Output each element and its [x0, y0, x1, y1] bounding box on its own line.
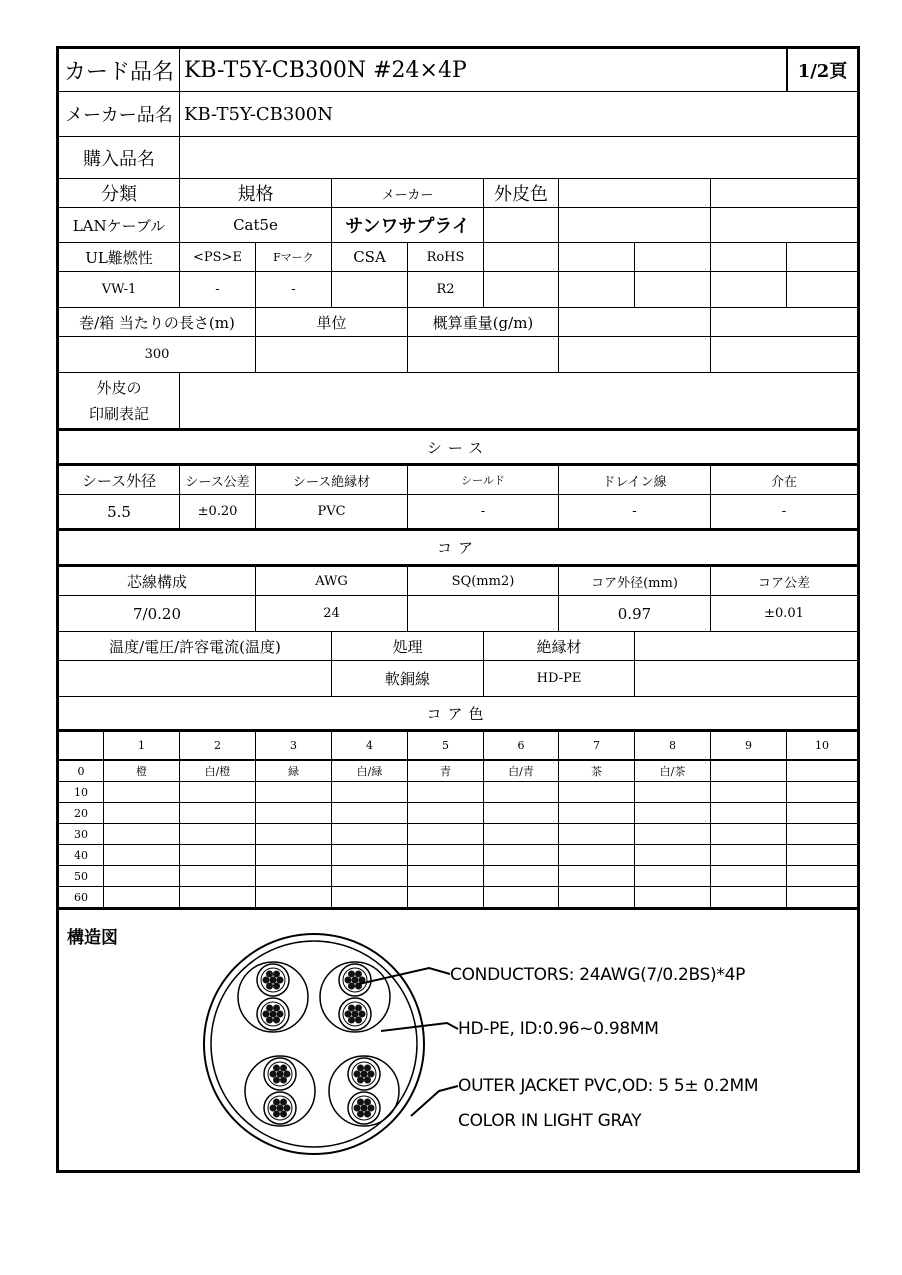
- core-tol-header: コア公差: [757, 575, 810, 591]
- standard-value: Cat5e: [180, 208, 332, 242]
- rohs-header: RoHS: [408, 243, 484, 271]
- grid-color-cell: 茶: [559, 761, 635, 781]
- shield-header: シールド: [408, 466, 559, 494]
- blank-cell: [711, 208, 857, 242]
- awg-value: 24: [256, 596, 408, 631]
- blank-cell: [559, 308, 711, 336]
- leader-line-insulation: [381, 1023, 458, 1031]
- callout-conductors: CONDUCTORS: 24AWG(7/0.2BS)*4P: [450, 965, 746, 985]
- sheath-title: シース: [59, 431, 857, 466]
- conductor-strand: [277, 977, 284, 984]
- card-value: KB-T5Y-CB300N #24×4P: [180, 49, 787, 91]
- grid-color-cell: [256, 803, 332, 823]
- structure-diagram: [59, 911, 857, 1170]
- drain-value: -: [559, 495, 711, 528]
- leader-line-jacket: [411, 1086, 458, 1116]
- core-tol-value: ±0.01: [764, 606, 804, 621]
- sheath-ins-value: PVC: [256, 495, 408, 528]
- core-ins-header: 絶縁材: [484, 632, 635, 660]
- grid-color-cell: [559, 803, 635, 823]
- grid-color-cell: 白/橙: [180, 761, 256, 781]
- grid-color-cell: [484, 824, 559, 844]
- conductor-strand: [355, 1004, 362, 1011]
- grid-corner-cell: [59, 732, 104, 759]
- callout-insulation: HD-PE, ID:0.96~0.98MM: [458, 1019, 659, 1039]
- purchase-label: 購入品名: [59, 137, 180, 178]
- sq-value: [408, 596, 559, 631]
- filler-value: -: [781, 504, 787, 519]
- jacket-color-header: 外皮色: [484, 179, 559, 207]
- grid-color-cell: [408, 824, 484, 844]
- grid-color-cell: [559, 866, 635, 886]
- conductor-strand: [361, 1105, 368, 1112]
- conductor-strand: [263, 977, 270, 984]
- conductor-strand: [368, 1105, 375, 1112]
- conductor-strand: [357, 1077, 364, 1084]
- grid-color-cell: [711, 782, 787, 802]
- grid-color-cell: [484, 845, 559, 865]
- conductor-strand: [270, 977, 277, 984]
- grid-column-header: 7: [559, 732, 635, 759]
- conductor-strand: [273, 983, 280, 990]
- grid-color-cell: [635, 824, 711, 844]
- conductor-strand: [263, 1011, 270, 1018]
- maker-label: メーカー品名: [59, 92, 180, 136]
- blank-cell: [559, 243, 635, 271]
- core-ins-value: HD-PE: [484, 661, 635, 696]
- color-grid-row: [59, 866, 857, 887]
- color-grid-header-row: [59, 732, 857, 761]
- grid-color-cell: [711, 845, 787, 865]
- card-label: カード品名: [59, 49, 180, 91]
- color-grid-row: [59, 845, 857, 866]
- blank-cell: [635, 661, 857, 696]
- grid-color-cell: 青: [408, 761, 484, 781]
- conductor-strand: [364, 1098, 371, 1105]
- grid-color-cell: [635, 866, 711, 886]
- grid-color-cell: [559, 887, 635, 907]
- grid-color-cell: 白/緑: [332, 761, 408, 781]
- grid-color-cell: [104, 803, 180, 823]
- class-value-row: [59, 208, 857, 243]
- grid-color-cell: [256, 782, 332, 802]
- conductor-strand: [345, 1011, 352, 1018]
- conductor-strand: [266, 1017, 273, 1024]
- ps-value: -: [180, 272, 256, 307]
- callout-color: COLOR IN LIGHT GRAY: [458, 1111, 642, 1131]
- filler-header: 介在: [770, 474, 797, 490]
- grid-color-cell: [256, 845, 332, 865]
- blank-cell: [711, 337, 857, 372]
- grid-color-cell: [408, 887, 484, 907]
- awg-header: AWG: [256, 567, 408, 595]
- conductor-strand: [352, 1011, 359, 1018]
- grid-color-cell: [180, 845, 256, 865]
- conductor-strand: [270, 1071, 277, 1078]
- grid-color-cell: [104, 887, 180, 907]
- grid-color-cell: [787, 782, 857, 802]
- conductor-strand: [364, 1077, 371, 1084]
- temp-value: [59, 661, 332, 696]
- grid-column-header: 4: [332, 732, 408, 759]
- ps-header: <PS>E: [180, 243, 256, 271]
- sheath-value-row: [59, 495, 857, 531]
- treatment-value: 軟銅線: [332, 661, 484, 696]
- conductor-strand: [284, 1105, 291, 1112]
- grid-row-label: 40: [59, 845, 104, 865]
- sheath-ins-header: シース絶縁材: [256, 466, 408, 494]
- grid-color-cell: [787, 761, 857, 781]
- treatment-header: 処理: [332, 632, 484, 660]
- conductor-strand: [284, 1071, 291, 1078]
- blank-cell: [711, 179, 857, 207]
- purchase-row: [59, 137, 857, 179]
- grid-color-cell: [787, 803, 857, 823]
- grid-column-header: 9: [711, 732, 787, 759]
- card-row: [59, 49, 857, 92]
- grid-color-cell: [332, 845, 408, 865]
- csa-header: CSA: [332, 243, 408, 271]
- length-value-row: [59, 337, 857, 373]
- print-marking-label: [59, 373, 180, 428]
- blank-cell: [484, 272, 559, 307]
- grid-color-cell: [408, 845, 484, 865]
- grid-color-cell: [180, 803, 256, 823]
- maker-value: KB-T5Y-CB300N: [184, 103, 334, 125]
- temp-header: 温度/電圧/許容電流(温度): [59, 632, 332, 660]
- sheath-tol-value: ±0.20: [180, 495, 256, 528]
- grid-color-cell: 緑: [256, 761, 332, 781]
- length-header-row: [59, 308, 857, 337]
- conductor-strand: [280, 1111, 287, 1118]
- grid-color-cell: [408, 866, 484, 886]
- conductor-strand: [348, 1004, 355, 1011]
- spec-sheet: [56, 46, 860, 1173]
- conductor-strand: [357, 1111, 364, 1118]
- grid-row-label: 10: [59, 782, 104, 802]
- conductor-strand: [270, 1011, 277, 1018]
- grid-column-header: 6: [484, 732, 559, 759]
- grid-color-cell: [104, 866, 180, 886]
- grid-color-cell: [180, 887, 256, 907]
- blank-cell: [787, 243, 857, 271]
- grid-color-cell: [559, 845, 635, 865]
- conductor-strand: [354, 1105, 361, 1112]
- conductor-strand: [277, 1011, 284, 1018]
- grid-color-cell: [408, 803, 484, 823]
- sq-header: SQ(mm2): [408, 567, 559, 595]
- grid-color-cell: 白/青: [484, 761, 559, 781]
- grid-column-header: 1: [104, 732, 180, 759]
- grid-color-cell: [484, 803, 559, 823]
- core-value-row: [59, 596, 857, 632]
- grid-row-label: 50: [59, 866, 104, 886]
- conductor-strand: [273, 1077, 280, 1084]
- grid-color-cell: [180, 866, 256, 886]
- conductor-strand: [273, 1004, 280, 1011]
- grid-color-cell: [332, 782, 408, 802]
- conductor-strand: [368, 1071, 375, 1078]
- conductor-strand: [357, 1098, 364, 1105]
- grid-color-cell: [484, 866, 559, 886]
- cert-header-row: [59, 243, 857, 272]
- conductor-strand: [270, 1105, 277, 1112]
- class-value: LANケーブル: [59, 208, 180, 242]
- blank-cell: [711, 308, 857, 336]
- grid-color-cell: [484, 887, 559, 907]
- class-header-row: [59, 179, 857, 208]
- conductor-strand: [348, 1017, 355, 1024]
- temp-value-row: [59, 661, 857, 697]
- conductor-strand: [364, 1111, 371, 1118]
- color-grid-row: [59, 824, 857, 845]
- shield-value: -: [408, 495, 559, 528]
- conductor-strand: [354, 1071, 361, 1078]
- grid-row-label: 30: [59, 824, 104, 844]
- callout-outer-jacket: OUTER JACKET PVC,OD: 5 5± 0.2MM: [458, 1076, 759, 1096]
- grid-row-label: 0: [59, 761, 104, 781]
- blank-cell: [559, 208, 711, 242]
- csa-value: [332, 272, 408, 307]
- strand-value: 7/0.20: [59, 596, 256, 631]
- print-marking-label-line1: 外皮の: [96, 378, 142, 397]
- sheath-header-row: [59, 466, 857, 495]
- conductor-strand: [359, 1011, 366, 1018]
- length-value: 300: [59, 337, 256, 372]
- grid-color-cell: [711, 761, 787, 781]
- page-number: 1/2頁: [787, 49, 857, 91]
- strand-header: 芯線構成: [59, 567, 256, 595]
- blank-cell: [711, 272, 787, 307]
- grid-column-header: 5: [408, 732, 484, 759]
- grid-color-cell: [711, 824, 787, 844]
- rohs-value: R2: [408, 272, 484, 307]
- conductor-strand: [348, 983, 355, 990]
- maker-header: メーカー: [332, 179, 484, 207]
- conductor-strand: [277, 1105, 284, 1112]
- grid-color-cell: [559, 824, 635, 844]
- maker-value-cell: サンワサプライ: [332, 208, 484, 242]
- diagram-title: 構造図: [67, 928, 118, 948]
- color-grid-row: [59, 887, 857, 910]
- grid-color-cell: [256, 824, 332, 844]
- grid-color-cell: [484, 782, 559, 802]
- core-header-row: [59, 567, 857, 596]
- conductor-strand: [273, 1064, 280, 1071]
- grid-color-cell: [787, 845, 857, 865]
- conductor-strand: [361, 1071, 368, 1078]
- grid-color-cell: 橙: [104, 761, 180, 781]
- grid-color-cell: 白/茶: [635, 761, 711, 781]
- conductor-strand: [273, 1111, 280, 1118]
- conductor-strand: [345, 977, 352, 984]
- grid-row-label: 20: [59, 803, 104, 823]
- grid-column-header: 2: [180, 732, 256, 759]
- blank-cell: [559, 337, 711, 372]
- unit-header: 単位: [256, 308, 408, 336]
- grid-column-header: 10: [815, 739, 829, 752]
- conductor-strand: [266, 983, 273, 990]
- grid-color-cell: [635, 887, 711, 907]
- conductor-strand: [352, 977, 359, 984]
- grid-color-cell: [332, 824, 408, 844]
- conductor-strand: [273, 1017, 280, 1024]
- blank-cell: [635, 272, 711, 307]
- grid-column-header: 8: [635, 732, 711, 759]
- ul-header: UL難燃性: [59, 243, 180, 271]
- grid-color-cell: [711, 803, 787, 823]
- conductor-strand: [273, 1098, 280, 1105]
- color-grid-row: [59, 761, 857, 782]
- grid-color-cell: [787, 887, 857, 907]
- conductor-strand: [357, 1064, 364, 1071]
- grid-color-cell: [711, 866, 787, 886]
- blank-cell: [484, 243, 559, 271]
- weight-header: 概算重量(g/m): [408, 308, 559, 336]
- grid-color-cell: [256, 887, 332, 907]
- conductor-strand: [280, 1077, 287, 1084]
- unit-value: [256, 337, 408, 372]
- blank-cell: [635, 243, 711, 271]
- grid-color-cell: [104, 845, 180, 865]
- blank-cell: [635, 632, 857, 660]
- conductor-strand: [364, 1064, 371, 1071]
- conductor-strand: [280, 1064, 287, 1071]
- class-header: 分類: [59, 179, 180, 207]
- blank-cell: [711, 243, 787, 271]
- conductor-strand: [266, 1004, 273, 1011]
- grid-color-cell: [104, 824, 180, 844]
- cable-cross-section: [59, 911, 857, 1170]
- purchase-value: [180, 137, 857, 178]
- grid-color-cell: [635, 782, 711, 802]
- grid-color-cell: [332, 803, 408, 823]
- sheath-tol-header: シース公差: [180, 466, 256, 494]
- core-title: コア: [59, 531, 857, 567]
- grid-color-cell: [256, 866, 332, 886]
- conductor-strand: [355, 970, 362, 977]
- color-grid-row: [59, 803, 857, 824]
- grid-color-cell: [635, 803, 711, 823]
- grid-color-cell: [180, 824, 256, 844]
- core-od-value: 0.97: [559, 596, 711, 631]
- temp-header-row: [59, 632, 857, 661]
- blank-cell: [787, 272, 857, 307]
- grid-color-cell: [180, 782, 256, 802]
- color-grid-row: [59, 782, 857, 803]
- grid-color-cell: [559, 782, 635, 802]
- core-od-header: コア外径(mm): [559, 567, 711, 595]
- grid-color-cell: [787, 824, 857, 844]
- standard-header: 規格: [180, 179, 332, 207]
- sheath-od-header: シース外径: [59, 466, 180, 494]
- conductor-strand: [273, 970, 280, 977]
- drain-header: ドレイン線: [559, 466, 711, 494]
- weight-value: [408, 337, 559, 372]
- grid-color-cell: [104, 782, 180, 802]
- grid-column-header: 3: [256, 732, 332, 759]
- jacket-color-value: [484, 208, 559, 242]
- maker-row: [59, 92, 857, 137]
- outer-jacket-outline: [204, 934, 424, 1154]
- print-marking-row: [59, 373, 857, 431]
- conductor-strand: [266, 970, 273, 977]
- inner-jacket-outline: [211, 941, 417, 1147]
- conductor-strand: [277, 1071, 284, 1078]
- f-mark-header: Fマーク: [256, 243, 332, 271]
- grid-color-cell: [332, 866, 408, 886]
- cert-value-row: [59, 272, 857, 308]
- core-color-title: コア色: [59, 697, 857, 732]
- f-mark-value: -: [256, 272, 332, 307]
- grid-color-cell: [332, 887, 408, 907]
- grid-color-cell: [635, 845, 711, 865]
- conductor-strand: [355, 1017, 362, 1024]
- ul-value: VW-1: [59, 272, 180, 307]
- print-marking-value: [180, 373, 857, 428]
- grid-color-cell: [711, 887, 787, 907]
- conductor-strand: [280, 1098, 287, 1105]
- conductor-strand: [348, 970, 355, 977]
- blank-cell: [559, 272, 635, 307]
- grid-color-cell: [408, 782, 484, 802]
- print-marking-label-line2: 印刷表記: [88, 404, 149, 423]
- grid-color-cell: [787, 866, 857, 886]
- blank-cell: [559, 179, 711, 207]
- length-header: 巻/箱 当たりの長さ(m): [59, 308, 256, 336]
- sheath-od-value: 5.5: [59, 495, 180, 528]
- grid-row-label: 60: [59, 887, 104, 907]
